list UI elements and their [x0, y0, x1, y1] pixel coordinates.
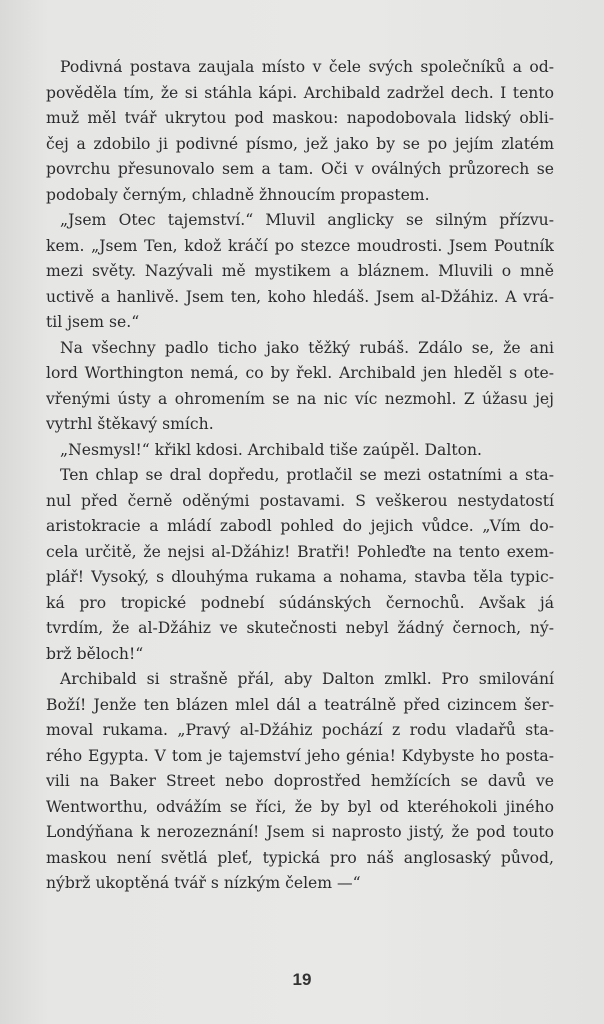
text-line: „Jsem Otec tajemství.“ Mluvil anglicky se silným přízvu- [60, 211, 554, 229]
text-line: aristokracie a mládí zabodl pohled do jejich vůdce. „Vím do- [46, 517, 554, 535]
text-line: vili na Baker Street nebo doprostřed hemžících se davů ve [46, 772, 554, 790]
text-line: pověděla tím, že si stáhla kápi. Archibald zadržel dech. I tento [46, 83, 554, 102]
text-line: Archibald si strašně přál, aby Dalton zmlkl. Pro smilování [60, 670, 554, 688]
paragraph-6 [46, 667, 554, 897]
text-line: „Nesmysl!“ křikl kdosi. Archibald tiše zaúpěl. Dalton. [60, 440, 482, 459]
text-line: brž běloch!“ [46, 644, 144, 663]
text-line: ká pro tropické podnebí súdánských černochů. Avšak já [46, 593, 554, 612]
text-line: muž měl tvář ukrytou pod maskou: napodobovala lidský obli- [46, 109, 554, 127]
text-line: mezi světy. Nazývali mě mystikem a bláznem. Mluvili o mně [46, 262, 554, 280]
paragraph-2 [46, 208, 554, 336]
text-line: til jsem se.“ [46, 313, 140, 331]
text-line: povrchu přesunovalo sem a tam. Oči v oválných průzorech se [46, 160, 554, 178]
text-line: nul před černě oděnými postavami. S veškerou nestydatostí [46, 491, 554, 510]
text-line: cela určitě, že nejsi al-Džáhiz! Bratři! Pohleďte na tento exem- [46, 542, 554, 561]
text-line: Wentworthu, odvážím se říci, že by byl od kteréhokoli jiného [46, 797, 554, 816]
text-line: lord Worthington nemá, co by řekl. Archibald jen hleděl s ote- [46, 364, 554, 382]
text-line: nýbrž ukoptěná tvář s nízkým čelem —“ [46, 874, 361, 892]
text-line: vřenými ústy a ohromením se na nic víc nezmohl. Z úžasu jej [46, 389, 554, 408]
text-line: čej a zdobilo ji podivné písmo, jež jako by se po jejím zlatém [46, 134, 554, 153]
page-number: 19 [292, 970, 312, 989]
paragraph-1 [46, 55, 554, 208]
paragraph-5 [46, 463, 554, 667]
text-line: moval rukama. „Pravý al-Džáhiz pochází z rodu vladařů sta- [46, 721, 554, 739]
text-line: vytrhl štěkavý smích. [46, 415, 214, 433]
text-line: Londýňana k nerozeznání! Jsem si naprosto jistý, že pod touto [46, 823, 554, 841]
paragraph-3 [46, 336, 554, 438]
text-line: Podivná postava zaujala místo v čele svých společníků a od- [60, 58, 554, 76]
text-line: tvrdím, že al-Džáhiz ve skutečnosti nebyl žádný černoch, ný- [46, 619, 554, 637]
text-line: Na všechny padlo ticho jako těžký rubáš. Zdálo se, že ani [60, 338, 554, 357]
text-line: plář! Vysoký, s dlouhýma rukama a nohama, stavba těla typic- [46, 568, 554, 586]
text-line: podobaly černým, chladně žhnoucím propastem. [46, 185, 430, 204]
text-line: kem. „Jsem Ten, kdož kráčí po stezce moudrosti. Jsem Poutník [46, 236, 554, 255]
text-line: rého Egypta. V tom je tajemství jeho génia! Kdybyste ho posta- [46, 746, 554, 765]
text-line: Ten chlap se dral dopředu, protlačil se mezi ostatními a sta- [60, 466, 554, 484]
text-line: Boží! Jenže ten blázen mlel dál a teatrálně před cizincem šer- [46, 695, 554, 714]
paragraph-4 [46, 438, 554, 464]
text-line: maskou není světlá pleť, typická pro náš anglosaský původ, [46, 848, 554, 867]
body-text [46, 55, 554, 897]
text-line: uctivě a hanlivě. Jsem ten, koho hledáš. Jsem al-Džáhiz. A vrá- [46, 287, 554, 306]
